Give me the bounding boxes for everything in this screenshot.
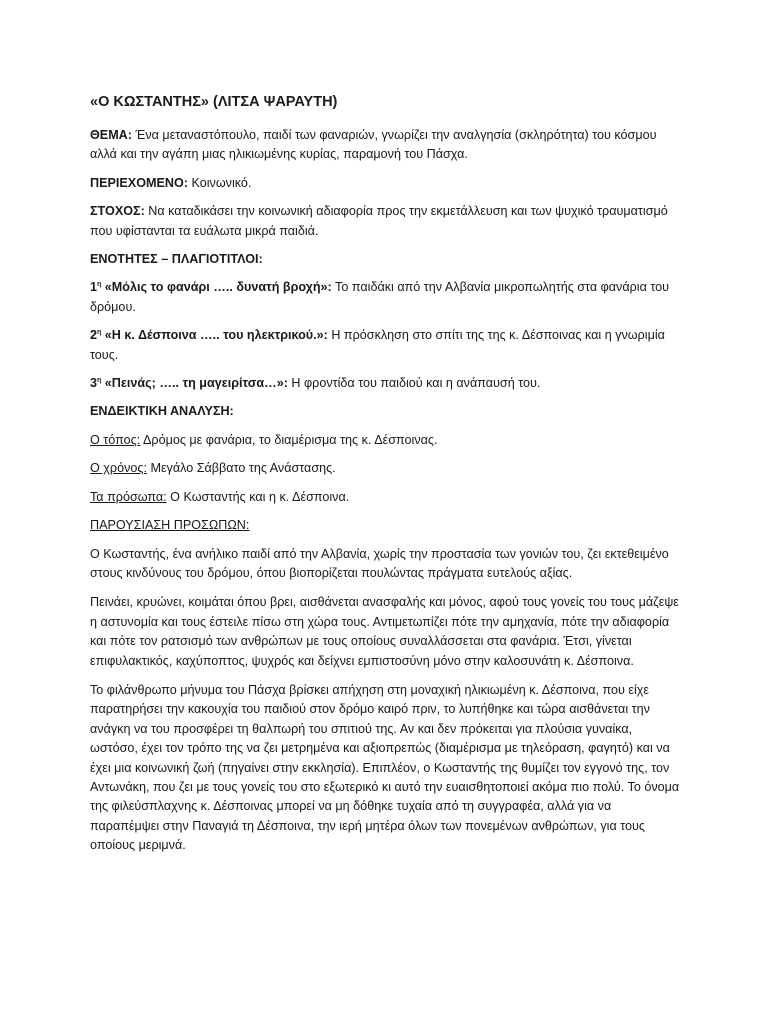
time-label: Ο χρόνος: (90, 461, 147, 476)
persons-label: Τα πρόσωπα: (90, 489, 167, 504)
section-ordinal: η (97, 377, 102, 385)
goal-paragraph (90, 202, 682, 241)
body-paragraph: Πεινάει, κρυώνει, κοιμάται όπου βρει, αισθάνεται ανασφαλής και μόνος, αφού τους γονείς του τους μάζεψε η αστυνομία και τους έστειλε πίσω στη χώρα τους. Αντιμετωπίζει πότε την αμηχανία, πότε την αδιαφορία και πότε τον ρατσισμό των ανθρώπων με τους οποίους συναλλάσσεται στα φανάρια. Έτσι, γίνεται επιφυλακτικός, καχύποπτος, ψυχρός και δείχνει εμπιστοσύνη μόνο στην καλοσυνάτη κ. Δέσποινα. (90, 595, 679, 668)
section-item (90, 326, 682, 365)
section-text: Το παιδάκι από την Αλβανία μικροπωλητής στα φανάρια του δρόμου. (90, 280, 670, 314)
section-text: Η φροντίδα του παιδιού και η ανάπαυσή του. (287, 376, 541, 391)
goal-text: Να καταδικάσει την κοινωνική αδιαφορία προς την εκμετάλλευση και των ψυχικό τραυματισμό που υφίστανται τα ευάλωτα μικρά παιδιά. (90, 204, 668, 238)
document-title: «Ο ΚΩΣΤΑΝΤΗΣ» (ΛΙΤΣΑ ΨΑΡΑΥΤΗ) (90, 94, 338, 110)
body-paragraph: Ο Κωσταντής, ένα ανήλικο παιδί από την Αλβανία, χωρίς την προστασία των γονιών του, ζει εκτεθειμένο στους κινδύνους του δρόμου, όπου βιοπορίζεται πουλώντας πράγματα ευτελούς αξίας. (90, 546, 669, 580)
section-quote: «Η κ. Δέσποινα ….. του ηλεκτρικού.»: (101, 328, 328, 343)
body-paragraph: Το φιλάνθρωπο μήνυμα του Πάσχα βρίσκει απήχηση στη μοναχική ηλικιωμένη κ. Δέσποινα, που είχε παρατηρήσει την κακουχία του παιδιού στον δρόμο καιρό πριν, το λυπήθηκε και τώρα αισθάνεται την ανάγκη να του προσφέρει τη θαλπωρή του σπιτιού της. Αν και δεν πρόκειται για πλούσια γυναίκα, ωστόσο, έχει τον τρόπο της να ζει μετρημένα και αξιοπρεπώς (διαμέρισμα με τηλεόραση, φαγητό) και να έχει μια κοινωνική ζωή (πηγαίνει στην εκκλησία). Επιπλέον, ο Κωσταντής της θυμίζει τον εγγονό της, τον Αντωνάκη, που ζει με τους γονείς του στο εξωτερικό κι αυτό την ευαισθητοποιεί ακόμα πιο πολύ. Το όνομα της φιλεύσπλαχνης κ. Δέσποινας μπορεί να μη δόθηκε τυχαία από τη συγγραφέα, αλλά για να παραπέμψει στην Παναγιά τη Δέσποινα, την ιερή μητέρα όλων των πονεμένων ανθρώπων, για τους οποίους μεριμνά. (90, 682, 680, 853)
goal-label: ΣΤΟΧΟΣ: (90, 204, 145, 219)
section-quote: «Μόλις το φανάρι ….. δυνατή βροχή»: (101, 280, 332, 295)
persons-text: Ο Κωσταντής και η κ. Δέσποινα. (166, 489, 350, 504)
section-ordinal: η (97, 329, 102, 337)
place-label: Ο τόπος: (90, 432, 141, 447)
content-text: Κοινωνικό. (187, 175, 252, 190)
section-text: Η πρόσκληση στο σπίτι της της κ. Δέσποινας και η γνωριμία τους. (90, 328, 665, 362)
time-text: Μεγάλο Σάββατο της Ανάστασης. (146, 461, 336, 476)
section-ordinal: η (97, 281, 102, 289)
section-number: 2 (90, 328, 98, 343)
persons-paragraph (90, 488, 682, 507)
theme-label: ΘΕΜΑ: (90, 128, 132, 142)
analysis-heading: ΕΝΔΕΙΚΤΙΚΗ ΑΝΑΛΥΣΗ: (90, 404, 234, 419)
section-number: 3 (90, 376, 98, 391)
time-paragraph (90, 459, 682, 478)
sections-heading: ΕΝΟΤΗΤΕΣ – ΠΛΑΓΙΟΤΙΤΛΟΙ: (90, 252, 263, 267)
section-quote: «Πεινάς; ….. τη μαγειρίτσα…»: (101, 376, 288, 391)
place-text: Δρόμος με φανάρια, το διαμέρισμα της κ. Δέσποινας. (140, 432, 438, 447)
content-paragraph (90, 174, 682, 193)
content-label: ΠΕΡΙΕΧΟΜΕΝΟ: (90, 175, 188, 190)
section-item (90, 374, 682, 393)
theme-text: Ένα μεταναστόπουλο, παιδί των φαναριών, γνωρίζει την αναλγησία (σκληρότητα) του κόσμου αλλά και την αγάπη μιας ηλικιωμένης κυρίας, παραμονή του Πάσχα. (90, 128, 657, 162)
theme-paragraph (90, 126, 682, 165)
presentation-heading: ΠΑΡΟΥΣΙΑΣΗ ΠΡΟΣΩΠΩΝ: (90, 518, 250, 533)
document-page (90, 92, 682, 866)
section-number: 1 (90, 280, 98, 295)
place-paragraph (90, 431, 682, 450)
section-item (90, 278, 682, 317)
